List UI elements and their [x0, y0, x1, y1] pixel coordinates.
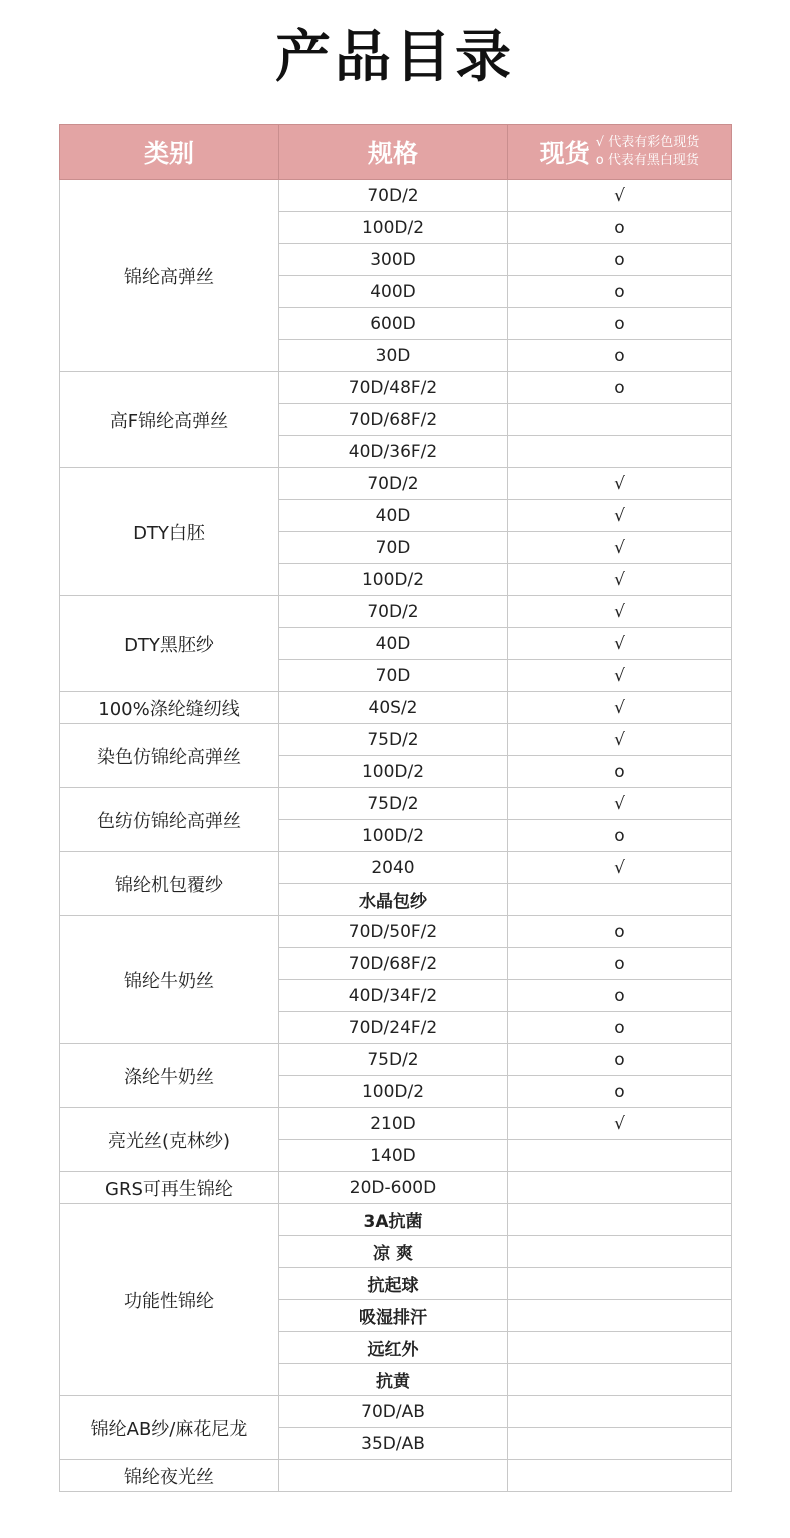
spec-cell: 70D/68F/2 [279, 404, 508, 436]
header-category: 类别 [60, 125, 279, 180]
stock-cell: o [508, 276, 732, 308]
spec-cell: 40S/2 [279, 692, 508, 724]
spec-cell: 400D [279, 276, 508, 308]
spec-cell: 40D [279, 628, 508, 660]
category-cell: 锦纶高弹丝 [60, 180, 279, 372]
category-cell: 涤纶牛奶丝 [60, 1044, 279, 1108]
spec-cell: 100D/2 [279, 1076, 508, 1108]
stock-cell [508, 404, 732, 436]
stock-cell: o [508, 1012, 732, 1044]
stock-header-wrap [508, 134, 731, 170]
category-cell: 锦纶牛奶丝 [60, 916, 279, 1044]
spec-cell: 70D/2 [279, 468, 508, 500]
category-cell: DTY白胚 [60, 468, 279, 596]
stock-cell: o [508, 916, 732, 948]
stock-cell: o [508, 244, 732, 276]
spec-cell: 抗黄 [279, 1364, 508, 1396]
spec-cell: 30D [279, 340, 508, 372]
category-cell: 亮光丝(克林纱) [60, 1108, 279, 1172]
header-row [60, 125, 732, 180]
stock-legend [596, 134, 699, 170]
stock-cell: √ [508, 692, 732, 724]
spec-cell: 600D [279, 308, 508, 340]
spec-cell: 70D/2 [279, 180, 508, 212]
stock-cell: o [508, 372, 732, 404]
stock-cell: √ [508, 852, 732, 884]
page-title: 产品目录 [275, 25, 515, 90]
category-cell: 100%涤纶缝纫线 [60, 692, 279, 724]
category-cell: 锦纶机包覆纱 [60, 852, 279, 916]
spec-cell: 70D/AB [279, 1396, 508, 1428]
spec-cell: 远红外 [279, 1332, 508, 1364]
spec-cell: 100D/2 [279, 212, 508, 244]
stock-cell [508, 1172, 732, 1204]
table-row [60, 372, 732, 404]
table-row [60, 180, 732, 212]
stock-cell: √ [508, 628, 732, 660]
spec-cell: 20D-600D [279, 1172, 508, 1204]
header-stock-label: 现货 [539, 139, 590, 168]
header-spec: 规格 [279, 125, 508, 180]
spec-cell: 40D [279, 500, 508, 532]
table-body [60, 180, 732, 1492]
stock-cell [508, 1300, 732, 1332]
spec-cell: 300D [279, 244, 508, 276]
table-row [60, 596, 732, 628]
spec-cell: 抗起球 [279, 1268, 508, 1300]
table-row [60, 788, 732, 820]
category-cell: DTY黑胚纱 [60, 596, 279, 692]
stock-cell: o [508, 980, 732, 1012]
spec-cell: 35D/AB [279, 1428, 508, 1460]
stock-cell: o [508, 340, 732, 372]
stock-cell: √ [508, 788, 732, 820]
header-stock [508, 125, 732, 180]
spec-cell: 吸湿排汗 [279, 1300, 508, 1332]
spec-cell [279, 1460, 508, 1492]
table-header [60, 125, 732, 180]
category-cell: 功能性锦纶 [60, 1204, 279, 1396]
stock-cell: √ [508, 532, 732, 564]
spec-cell: 210D [279, 1108, 508, 1140]
spec-cell: 140D [279, 1140, 508, 1172]
spec-cell: 70D/2 [279, 596, 508, 628]
spec-cell: 100D/2 [279, 756, 508, 788]
category-cell: 锦纶AB纱/麻花尼龙 [60, 1396, 279, 1460]
spec-cell: 凉 爽 [279, 1236, 508, 1268]
stock-cell [508, 1364, 732, 1396]
spec-cell: 100D/2 [279, 564, 508, 596]
table-row [60, 916, 732, 948]
stock-cell [508, 884, 732, 916]
category-cell: 染色仿锦纶高弹丝 [60, 724, 279, 788]
spec-cell: 70D/50F/2 [279, 916, 508, 948]
stock-cell [508, 1332, 732, 1364]
stock-cell: o [508, 756, 732, 788]
category-cell: GRS可再生锦纶 [60, 1172, 279, 1204]
table-row [60, 852, 732, 884]
table-row [60, 1172, 732, 1204]
stock-cell: √ [508, 468, 732, 500]
legend-bw-stock: o 代表有黑白现货 [595, 153, 699, 168]
product-catalog-table [59, 124, 732, 1492]
stock-cell [508, 1268, 732, 1300]
stock-cell [508, 1396, 732, 1428]
spec-cell: 70D/24F/2 [279, 1012, 508, 1044]
stock-cell: √ [508, 1108, 732, 1140]
spec-cell: 2040 [279, 852, 508, 884]
table-row [60, 1108, 732, 1140]
stock-cell: √ [508, 180, 732, 212]
spec-cell: 70D/48F/2 [279, 372, 508, 404]
stock-cell [508, 1236, 732, 1268]
spec-cell: 75D/2 [279, 724, 508, 756]
stock-cell: √ [508, 500, 732, 532]
stock-cell: √ [508, 596, 732, 628]
spec-cell: 水晶包纱 [279, 884, 508, 916]
table-row [60, 1460, 732, 1492]
stock-cell: o [508, 820, 732, 852]
table-row [60, 1204, 732, 1236]
category-cell: 高F锦纶高弹丝 [60, 372, 279, 468]
stock-cell: o [508, 212, 732, 244]
stock-cell [508, 1204, 732, 1236]
stock-cell: √ [508, 724, 732, 756]
table-row [60, 692, 732, 724]
spec-cell: 75D/2 [279, 788, 508, 820]
stock-cell: o [508, 1076, 732, 1108]
table-row [60, 468, 732, 500]
spec-cell: 75D/2 [279, 1044, 508, 1076]
table-row [60, 1396, 732, 1428]
spec-cell: 70D [279, 532, 508, 564]
legend-color-stock: √ 代表有彩色现货 [595, 135, 700, 150]
stock-cell [508, 1140, 732, 1172]
spec-cell: 70D/68F/2 [279, 948, 508, 980]
stock-cell: o [508, 308, 732, 340]
category-cell: 色纺仿锦纶高弹丝 [60, 788, 279, 852]
category-cell: 锦纶夜光丝 [60, 1460, 279, 1492]
spec-cell: 70D [279, 660, 508, 692]
table-row [60, 724, 732, 756]
stock-cell [508, 1428, 732, 1460]
table-row [60, 1044, 732, 1076]
spec-cell: 40D/36F/2 [279, 436, 508, 468]
stock-cell: o [508, 1044, 732, 1076]
stock-cell: √ [508, 564, 732, 596]
spec-cell: 100D/2 [279, 820, 508, 852]
spec-cell: 40D/34F/2 [279, 980, 508, 1012]
stock-cell: √ [508, 660, 732, 692]
spec-cell: 3A抗菌 [279, 1204, 508, 1236]
stock-cell [508, 436, 732, 468]
stock-cell [508, 1460, 732, 1492]
stock-cell: o [508, 948, 732, 980]
